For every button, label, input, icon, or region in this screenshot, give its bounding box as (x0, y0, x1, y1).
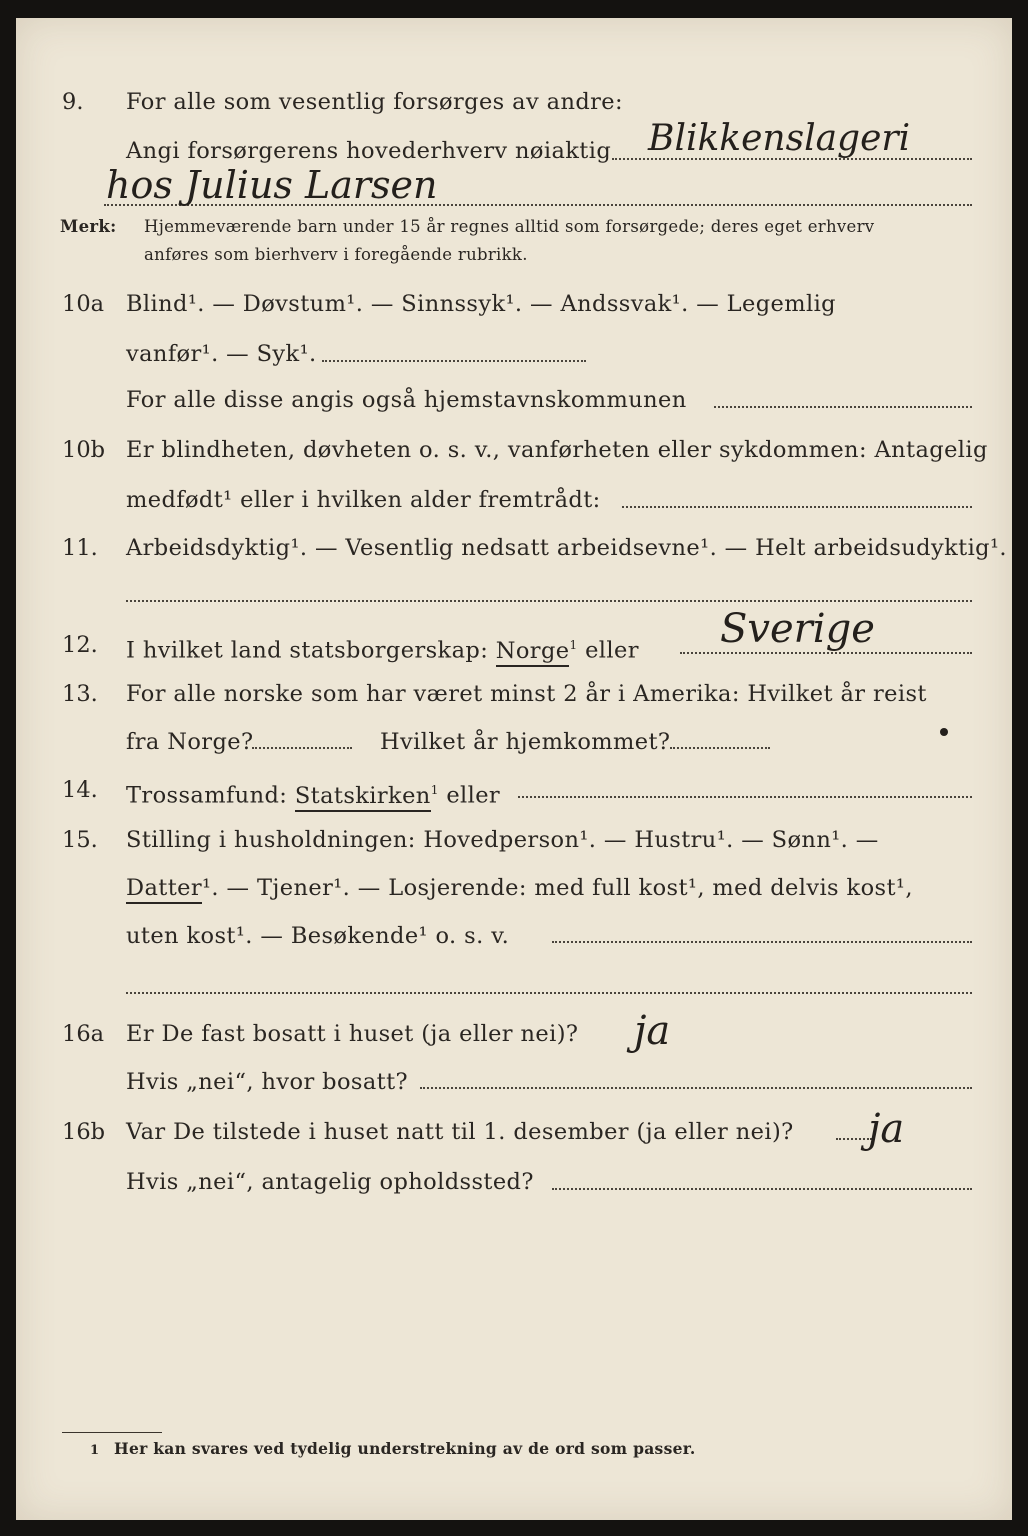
q14-suffix: eller (446, 782, 501, 809)
q10b-answer-line (622, 506, 972, 508)
q16b-answer-line-1 (836, 1138, 872, 1140)
q10b-line1: Er blindheten, døvheten o. s. v., vanførheten eller sykdommen: Antagelig (126, 437, 988, 463)
q11-number: 11. (62, 535, 98, 561)
q15-line3: uten kost¹. — Besøkende¹ o. s. v. (126, 923, 510, 949)
q9-line1: For alle som vesentlig forsørges av andre: (126, 89, 623, 115)
q15-answer-line-2 (126, 992, 972, 994)
q13-answer-line-1 (252, 747, 352, 749)
q16a-handwritten-answer: ja (634, 1008, 671, 1054)
q10a-answer-line-2 (714, 406, 972, 408)
q12-footnote-marker: 1 (569, 638, 578, 652)
q10b-number: 10b (62, 437, 106, 463)
q14-answer-line (518, 796, 972, 798)
q12-handwritten-answer: Sverige (720, 606, 875, 652)
q16a-number: 16a (62, 1021, 105, 1047)
ink-dot (940, 728, 948, 736)
footnote-marker: 1 (90, 1443, 100, 1458)
merk-label: Merk: (60, 217, 117, 236)
q10a-answer-line-1 (322, 360, 586, 362)
q14-number: 14. (62, 777, 98, 803)
q11-answer-line (126, 600, 972, 602)
q12-text (126, 631, 639, 665)
q16b-number: 16b (62, 1119, 106, 1145)
q10b-line2: medfødt¹ eller i hvilken alder fremtrådt: (126, 487, 601, 513)
q16a-line2: Hvis „nei“, hvor bosatt? (126, 1069, 409, 1095)
q12-suffix: eller (585, 637, 639, 664)
q12-answer-line (680, 652, 972, 654)
q13-line1: For alle norske som har været minst 2 år i Amerika: Hvilket år reist (126, 681, 927, 707)
q16a-line1: Er De fast bosatt i huset (ja eller nei)? (126, 1021, 579, 1047)
q14-text (126, 776, 500, 810)
q14-footnote-marker: 1 (430, 783, 439, 797)
q10a-line3: For alle disse angis også hjemstavnskommunen (126, 387, 687, 413)
q15-answer-line-1 (552, 941, 972, 943)
q13-line2b: Hvilket år hjemkommet? (380, 729, 671, 755)
q15-datter-underlined: Datter (126, 875, 202, 904)
q13-line2a: fra Norge? (126, 729, 254, 755)
q15-line1: Stilling i husholdningen: Hovedperson¹. — Hustru¹. — Sønn¹. — (126, 827, 879, 853)
q10a-line1: Blind¹. — Døvstum¹. — Sinnssyk¹. — Andssvak¹. — Legemlig (126, 291, 836, 317)
q9-handwritten-answer-1: Blikkenslageri (648, 118, 911, 159)
merk-line1: Hjemmeværende barn under 15 år regnes alltid som forsørgede; deres eget erhverv (144, 217, 875, 236)
q14-statskirken-underlined: Statskirken (295, 783, 431, 812)
q15-line2 (126, 874, 913, 902)
q9-handwritten-answer-2: hos Julius Larsen (106, 163, 438, 207)
q10a-number: 10a (62, 291, 105, 317)
footnote-text: Her kan svares ved tydelig understrekning av de ord som passer. (114, 1439, 696, 1458)
q14-prefix: Trossamfund: (126, 782, 288, 809)
q13-answer-line-2 (670, 747, 770, 749)
q16a-answer-line (420, 1087, 972, 1089)
q12-norge-underlined: Norge (496, 638, 570, 667)
q12-number: 12. (62, 632, 98, 658)
q15-line2-rest: ¹. — Tjener¹. — Losjerende: med full kost¹, med delvis kost¹, (202, 875, 913, 901)
q16b-line1: Var De tilstede i huset natt til 1. desember (ja eller nei)? (126, 1119, 794, 1145)
q10a-line2: vanfør¹. — Syk¹. (126, 341, 317, 367)
q12-prefix: I hvilket land statsborgerskap: (126, 637, 489, 664)
q16b-handwritten-answer: ja (868, 1106, 905, 1152)
q11-line1: Arbeidsdyktig¹. — Vesentlig nedsatt arbeidsevne¹. — Helt arbeidsudyktig¹. (126, 535, 1007, 561)
q16b-answer-line-2 (552, 1188, 972, 1190)
q9-line2: Angi forsørgerens hovederhverv nøiaktig (126, 138, 612, 164)
q16b-line2: Hvis „nei“, antagelig opholdssted? (126, 1169, 534, 1195)
footnote-rule (62, 1432, 162, 1433)
q15-number: 15. (62, 827, 98, 853)
census-form-page (16, 18, 1012, 1520)
q9-number: 9. (62, 89, 84, 115)
q13-number: 13. (62, 681, 98, 707)
merk-line2: anføres som bierhverv i foregående rubrikk. (144, 245, 528, 264)
